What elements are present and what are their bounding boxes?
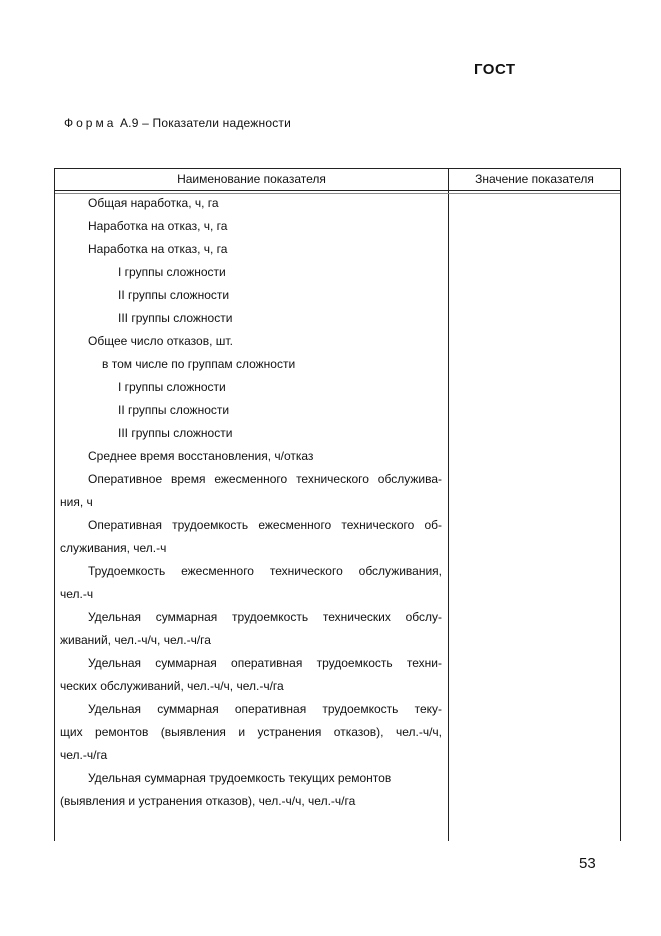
table-row [55, 445, 448, 468]
row-label: в том числе по группам сложности [102, 357, 296, 371]
page-number: 53 [579, 855, 596, 872]
row-label: Общее число отказов, шт. [88, 334, 233, 348]
form-caption [64, 116, 291, 130]
table-row [55, 652, 448, 675]
row-label: I группы сложности [118, 265, 226, 279]
standard-header: ГОСТ [474, 61, 516, 78]
row-label: Удельная суммарная трудоемкость текущих ремонтов [88, 771, 392, 785]
row-label: ческих обслуживаний, чел.-ч/ч, чел.-ч/га [60, 679, 284, 693]
column-divider [448, 169, 449, 841]
row-label: I группы сложности [118, 380, 226, 394]
table-row [55, 468, 448, 491]
form-caption-prefix: Форма [64, 116, 117, 130]
table-header-row [55, 169, 620, 191]
table-row [55, 284, 448, 307]
row-label: ния, ч [60, 495, 93, 509]
table-row [55, 537, 448, 560]
row-label: Общая наработка, ч, га [88, 196, 219, 210]
table-row [55, 767, 448, 790]
table-row [55, 192, 448, 215]
table-row [55, 698, 448, 721]
row-label: Наработка на отказ, ч, га [88, 219, 228, 233]
row-label: живаний, чел.-ч/ч, чел.-ч/га [60, 633, 211, 647]
table-row [55, 307, 448, 330]
row-label: Удельная суммарная оперативная трудоемкость техни- [88, 656, 442, 670]
form-caption-title: А.9 – Показатели надежности [119, 116, 292, 130]
row-label: (выявления и устранения отказов), чел.-ч/ч, чел.-ч/га [60, 794, 356, 808]
table-row [55, 491, 448, 514]
table-row [55, 261, 448, 284]
table-row [55, 560, 448, 583]
table-row [55, 583, 448, 606]
table-row [55, 330, 448, 353]
row-label: III группы сложности [118, 311, 233, 325]
table-row [55, 790, 448, 813]
table-row [55, 744, 448, 767]
table-row [55, 514, 448, 537]
row-label: II группы сложности [118, 288, 230, 302]
table-row [55, 376, 448, 399]
row-label: Оперативная трудоемкость ежесменного технического об- [88, 518, 442, 532]
row-label: III группы сложности [118, 426, 233, 440]
row-label: служивания, чел.-ч [60, 541, 167, 555]
table-row [55, 399, 448, 422]
row-label: Удельная суммарная оперативная трудоемкость теку- [88, 702, 442, 716]
table-row [55, 422, 448, 445]
indicators-table [54, 168, 621, 841]
table-row [55, 353, 448, 376]
row-label: чел.-ч [60, 587, 94, 601]
table-row [55, 215, 448, 238]
row-label: Трудоемкость ежесменного технического обслуживания, [88, 564, 442, 578]
column-header-value: Значение показателя [475, 172, 594, 186]
table-row [55, 675, 448, 698]
table-body [55, 192, 448, 813]
row-label: Оперативное время ежесменного технического обслужива- [88, 472, 442, 486]
table-row [55, 238, 448, 261]
table-row [55, 606, 448, 629]
column-header-name: Наименование показателя [177, 172, 326, 186]
row-label: щих ремонтов (выявления и устранения отказов), чел.-ч/ч, [60, 725, 442, 739]
row-label: II группы сложности [118, 403, 230, 417]
row-label: чел.-ч/га [60, 748, 108, 762]
row-label: Наработка на отказ, ч, га [88, 242, 228, 256]
row-label: Удельная суммарная трудоемкость технических обслу- [88, 610, 442, 624]
row-label: Среднее время восстановления, ч/отказ [88, 449, 314, 463]
table-row [55, 721, 448, 744]
table-row [55, 629, 448, 652]
